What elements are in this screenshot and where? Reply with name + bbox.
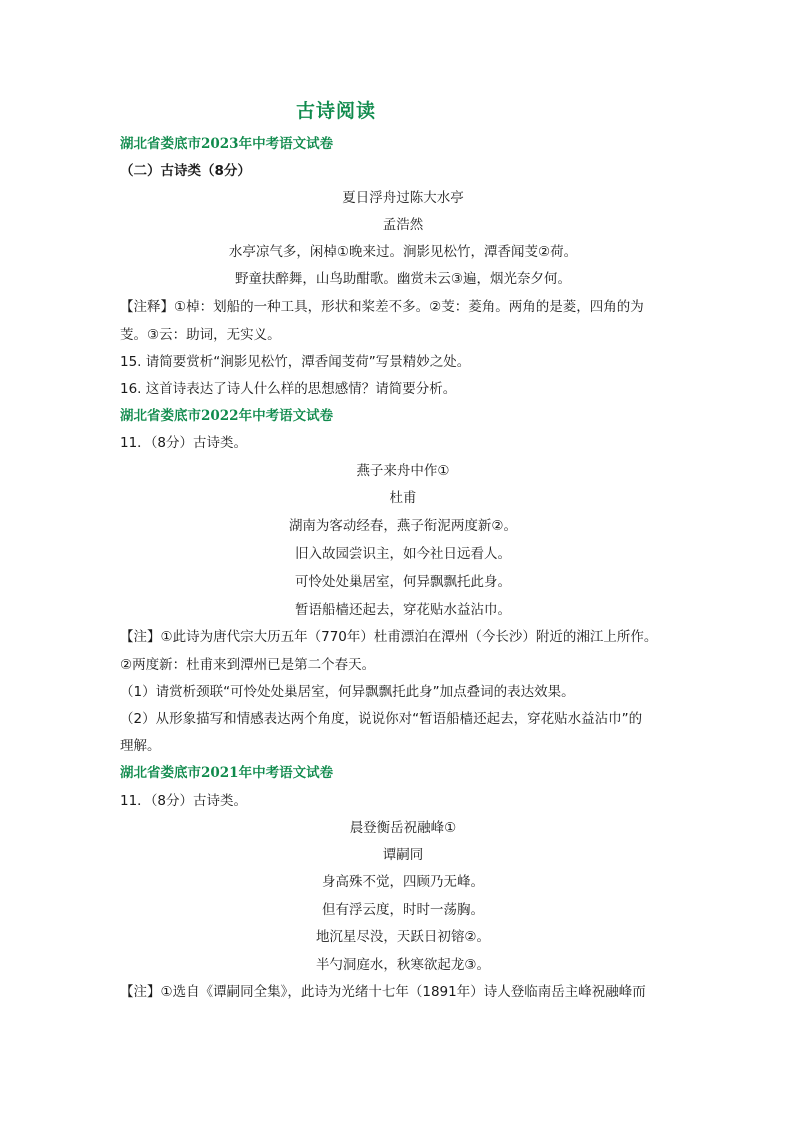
- page-title: 古诗阅读: [296, 100, 377, 122]
- poem-title-2023: 夏日浮舟过陈大水亭: [342, 190, 464, 206]
- question-2022-1: （1）请赏析颈联“可怜处处巢居室，何异飘飘托此身”加点叠词的表达效果。: [120, 684, 575, 700]
- note-2022-line2: ②两度新：杜甫来到潭州已是第二个春天。: [120, 657, 376, 673]
- verse-2022-4: 暂语船樯还起去，穿花贴水益沾巾。: [295, 602, 511, 618]
- question-15: 15. 请简要赏析“涧影见松竹，潭香闻芰荷”写景精妙之处。: [120, 354, 471, 370]
- question-2022-2-line2: 理解。: [120, 738, 161, 754]
- source-2021: 湖北省娄底市2021年中考语文试卷: [120, 765, 334, 781]
- verse-2022-3: 可怜处处巢居室，何异飘飘托此身。: [295, 574, 511, 590]
- poem-title-2022: 燕子来舟中作①: [356, 463, 450, 479]
- source-2022: 湖北省娄底市2022年中考语文试卷: [120, 408, 334, 424]
- poem-author-2021: 谭嗣同: [382, 847, 424, 863]
- note-2023-line1: 【注释】①棹：划船的一种工具，形状和桨差不多。②芰：菱角。两角的是菱，四角的为: [120, 299, 644, 315]
- verse-2023-2: 野童扶醉舞，山鸟助酣歌。幽赏未云③遍，烟光奈夕何。: [234, 271, 572, 287]
- note-2023-line2: 芰。③云：助词，无实义。: [120, 327, 281, 343]
- verse-2021-1: 身高殊不觉，四顾乃无峰。: [322, 874, 484, 890]
- question-2022-2-line1: （2）从形象描写和情感表达两个角度，说说你对“暂语船樯还起去，穿花贴水益沾巾”的: [120, 711, 643, 727]
- note-2022-line1: 【注】①此诗为唐代宗大历五年（770年）杜甫漂泊在潭州（今长沙）附近的湘江上所作。: [120, 629, 658, 645]
- poem-title-2021: 晨登衡岳祝融峰①: [349, 820, 457, 836]
- heading-2021: 11．（8分）古诗类。: [120, 793, 248, 809]
- verse-2022-2: 旧入故园尝识主，如今社日远看人。: [295, 546, 511, 562]
- note-2021-line1: 【注】①选自《谭嗣同全集》，此诗为光绪十七年（1891年）诗人登临南岳主峰祝融峰而: [120, 984, 646, 1000]
- verse-2023-1: 水亭凉气多，闲棹①晚来过。涧影见松竹，潭香闻芰②荷。: [228, 244, 578, 260]
- verse-2021-4: 半勺洞庭水，秋寒欲起龙③。: [315, 957, 491, 973]
- heading-2023: （二）古诗类（8分）: [120, 163, 251, 179]
- poem-author-2023: 孟浩然: [382, 217, 424, 233]
- poem-author-2022: 杜甫: [389, 490, 417, 506]
- source-2023: 湖北省娄底市2023年中考语文试卷: [120, 136, 334, 152]
- verse-2021-2: 但有浮云度，时时一荡胸。: [322, 902, 484, 918]
- verse-2021-3: 地沉星尽没，天跃日初镕②。: [315, 929, 491, 945]
- heading-2022: 11．（8分）古诗类。: [120, 435, 248, 451]
- question-16: 16. 这首诗表达了诗人什么样的思想感情？请简要分析。: [120, 381, 457, 397]
- verse-2022-1: 湖南为客动经春，燕子衔泥两度新②。: [288, 518, 518, 534]
